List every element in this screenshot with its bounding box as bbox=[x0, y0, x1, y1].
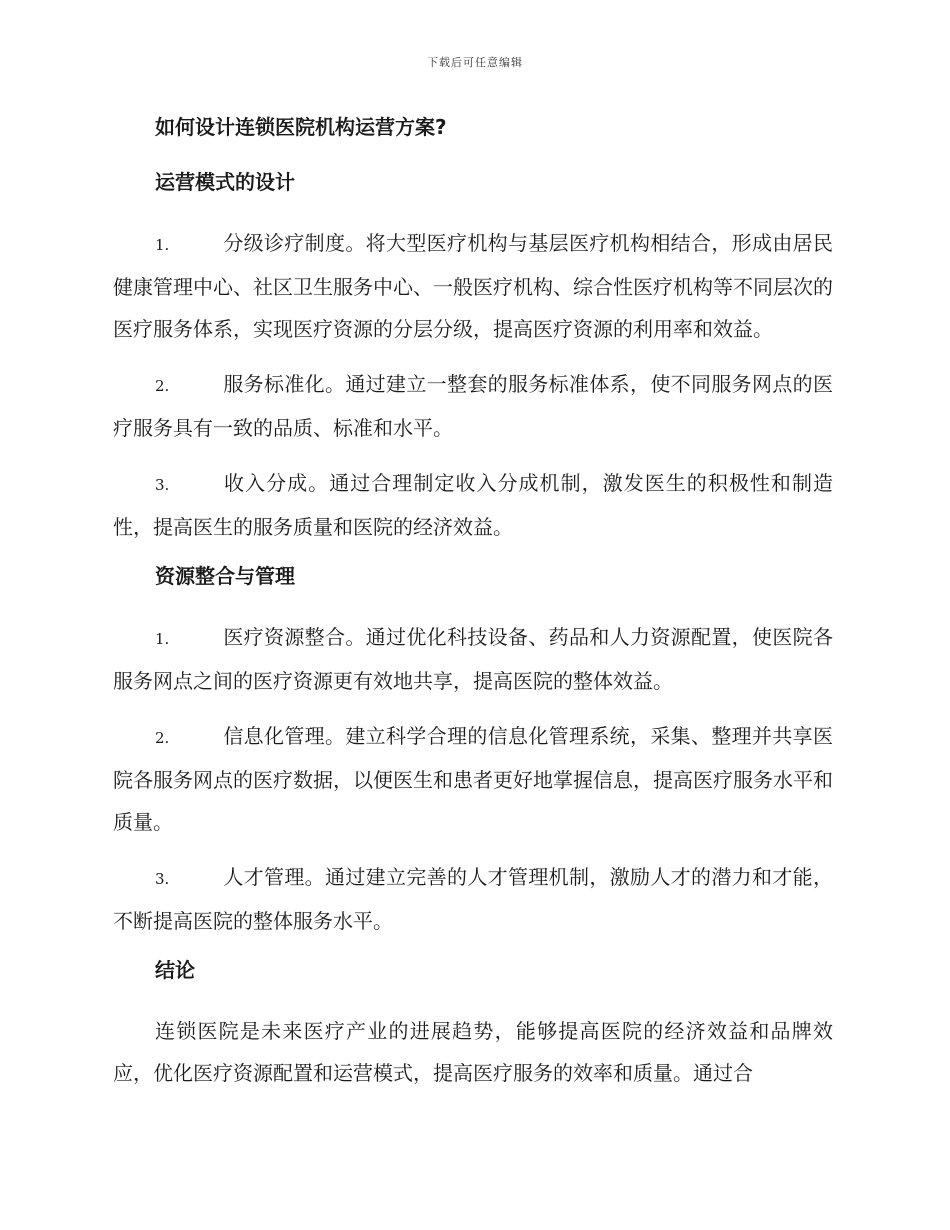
document-body bbox=[113, 112, 833, 1107]
document-title: 如何设计连锁医院机构运营方案? bbox=[155, 115, 447, 139]
list-item bbox=[113, 715, 833, 843]
list-item-text: 人才管理。通过建立完善的人才管理机制，激励人才的潜力和才能，不断提高医院的整体服务水平。 bbox=[113, 865, 833, 933]
list-item-number: 2. bbox=[155, 377, 170, 395]
list-item-number: 1. bbox=[155, 236, 170, 254]
page-header: 下载后可任意编辑 bbox=[427, 56, 523, 69]
list-item-text: 医疗资源整合。通过优化科技设备、药品和人力资源配置，使医院各服务网点之间的医疗资源更有效地共享，提高医院的整体效益。 bbox=[113, 625, 833, 693]
list-item-text: 收入分成。通过合理制定收入分成机制，激发医生的积极性和制造性，提高医生的服务质量和医院的经济效益。 bbox=[113, 471, 833, 539]
list-item bbox=[113, 616, 833, 702]
list-item bbox=[113, 462, 833, 548]
list-item-number: 2. bbox=[155, 729, 170, 747]
section-heading-conclusion: 结论 bbox=[155, 958, 195, 982]
conclusion-paragraph: 连锁医院是未来医疗产业的进展趋势，能够提高医院的经济效益和品牌效应，优化医疗资源配置和运营模式，提高医疗服务的效率和质量。通过合 bbox=[113, 1019, 833, 1085]
list-item-text: 信息化管理。建立科学合理的信息化管理系统，采集、整理并共享医院各服务网点的医疗数据，以便医生和患者更好地掌握信息，提高医疗服务水平和质量。 bbox=[113, 724, 833, 834]
section-heading-resource-integration: 资源整合与管理 bbox=[155, 564, 295, 588]
list-item bbox=[113, 856, 833, 942]
list-item-text: 服务标准化。通过建立一整套的服务标准体系，使不同服务网点的医疗服务具有一致的品质、标准和水平。 bbox=[113, 372, 833, 440]
list-item bbox=[113, 222, 833, 350]
list-item bbox=[113, 363, 833, 449]
section-heading-operation-model: 运营模式的设计 bbox=[155, 170, 295, 194]
list-item-number: 3. bbox=[155, 870, 170, 888]
list-item-number: 3. bbox=[155, 476, 170, 494]
list-item-text: 分级诊疗制度。将大型医疗机构与基层医疗机构相结合，形成由居民健康管理中心、社区卫生服务中心、一般医疗机构、综合性医疗机构等不同层次的医疗服务体系，实现医疗资源的分层分级，提高医疗资源的利用率和效益。 bbox=[113, 231, 833, 341]
list-item-number: 1. bbox=[155, 630, 170, 648]
